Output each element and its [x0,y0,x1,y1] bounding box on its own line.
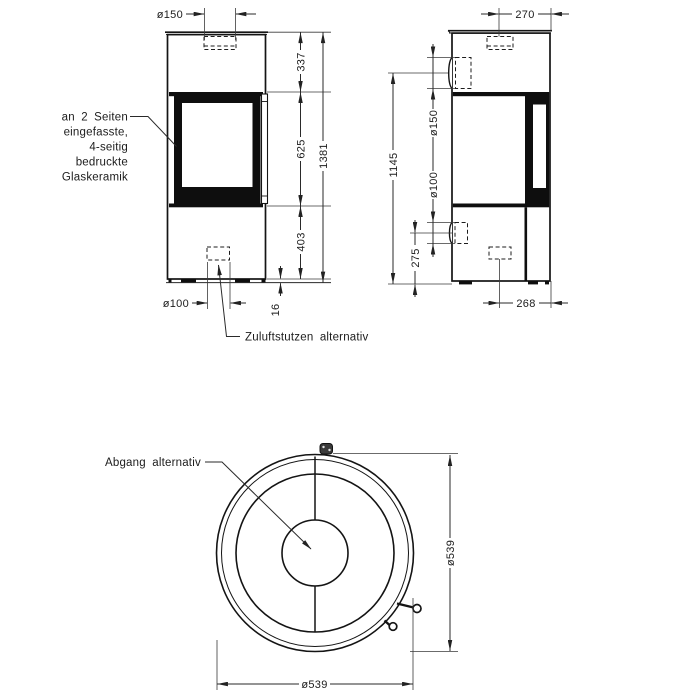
flue-alt-note-label: Abgang alternativ [105,457,201,469]
side-body [448,31,552,285]
glass-note-line3: 4-seitig [89,141,128,154]
top-view [105,444,458,692]
top-hinge-clip [385,621,397,631]
glass-note [62,112,177,184]
glass-note-line4: bedruckte [75,156,128,169]
dim-air-diameter: ø100 [162,298,189,310]
glass-note-line2: eingefasste, [63,126,128,139]
dim-feet-height: 16 [269,303,282,317]
glass-note-line1: an 2 Seiten [61,111,128,124]
front-dim-chain [267,32,331,282]
dim-rear-flue-diameter: ø150 [427,109,440,137]
top-door-handle [397,604,421,613]
dim-flue-offset: 270 [515,9,535,21]
top-latch-knob [320,444,333,455]
dim-rear-air-height: 275 [409,248,422,268]
front-side-glass-edge [262,94,268,204]
front-foot-left [181,279,196,283]
glass-note-line5: Glaskeramik [61,171,128,184]
side-view [387,8,569,310]
side-dim-rear-air-height [409,220,452,297]
front-view [62,8,369,344]
front-dim-feet [270,266,282,316]
dim-rear-flue-height: 1145 [387,152,400,178]
dim-rear-air-diameter: ø100 [427,171,440,199]
side-rear-flue-bump [449,58,452,89]
dim-door-height: 625 [295,139,308,159]
side-dim-flue-offset [481,8,569,37]
front-foot-right [235,279,250,283]
dim-total-height: 1381 [317,143,330,169]
side-glass-window [533,105,546,189]
top-body [217,444,422,652]
front-door-window [182,103,253,187]
dim-diameter-vertical: ø539 [444,539,457,567]
dim-upper-height: 337 [295,52,308,72]
dim-diameter-horizontal: ø539 [301,679,328,691]
air-inlet-note-label: Zuluftstutzen alternativ [245,331,369,344]
side-foot-left [459,281,472,284]
dim-base-height: 403 [295,232,308,252]
dim-floor-air-offset: 268 [516,298,536,310]
side-foot-right [528,281,538,284]
dim-flue-diameter: ø150 [156,9,183,21]
